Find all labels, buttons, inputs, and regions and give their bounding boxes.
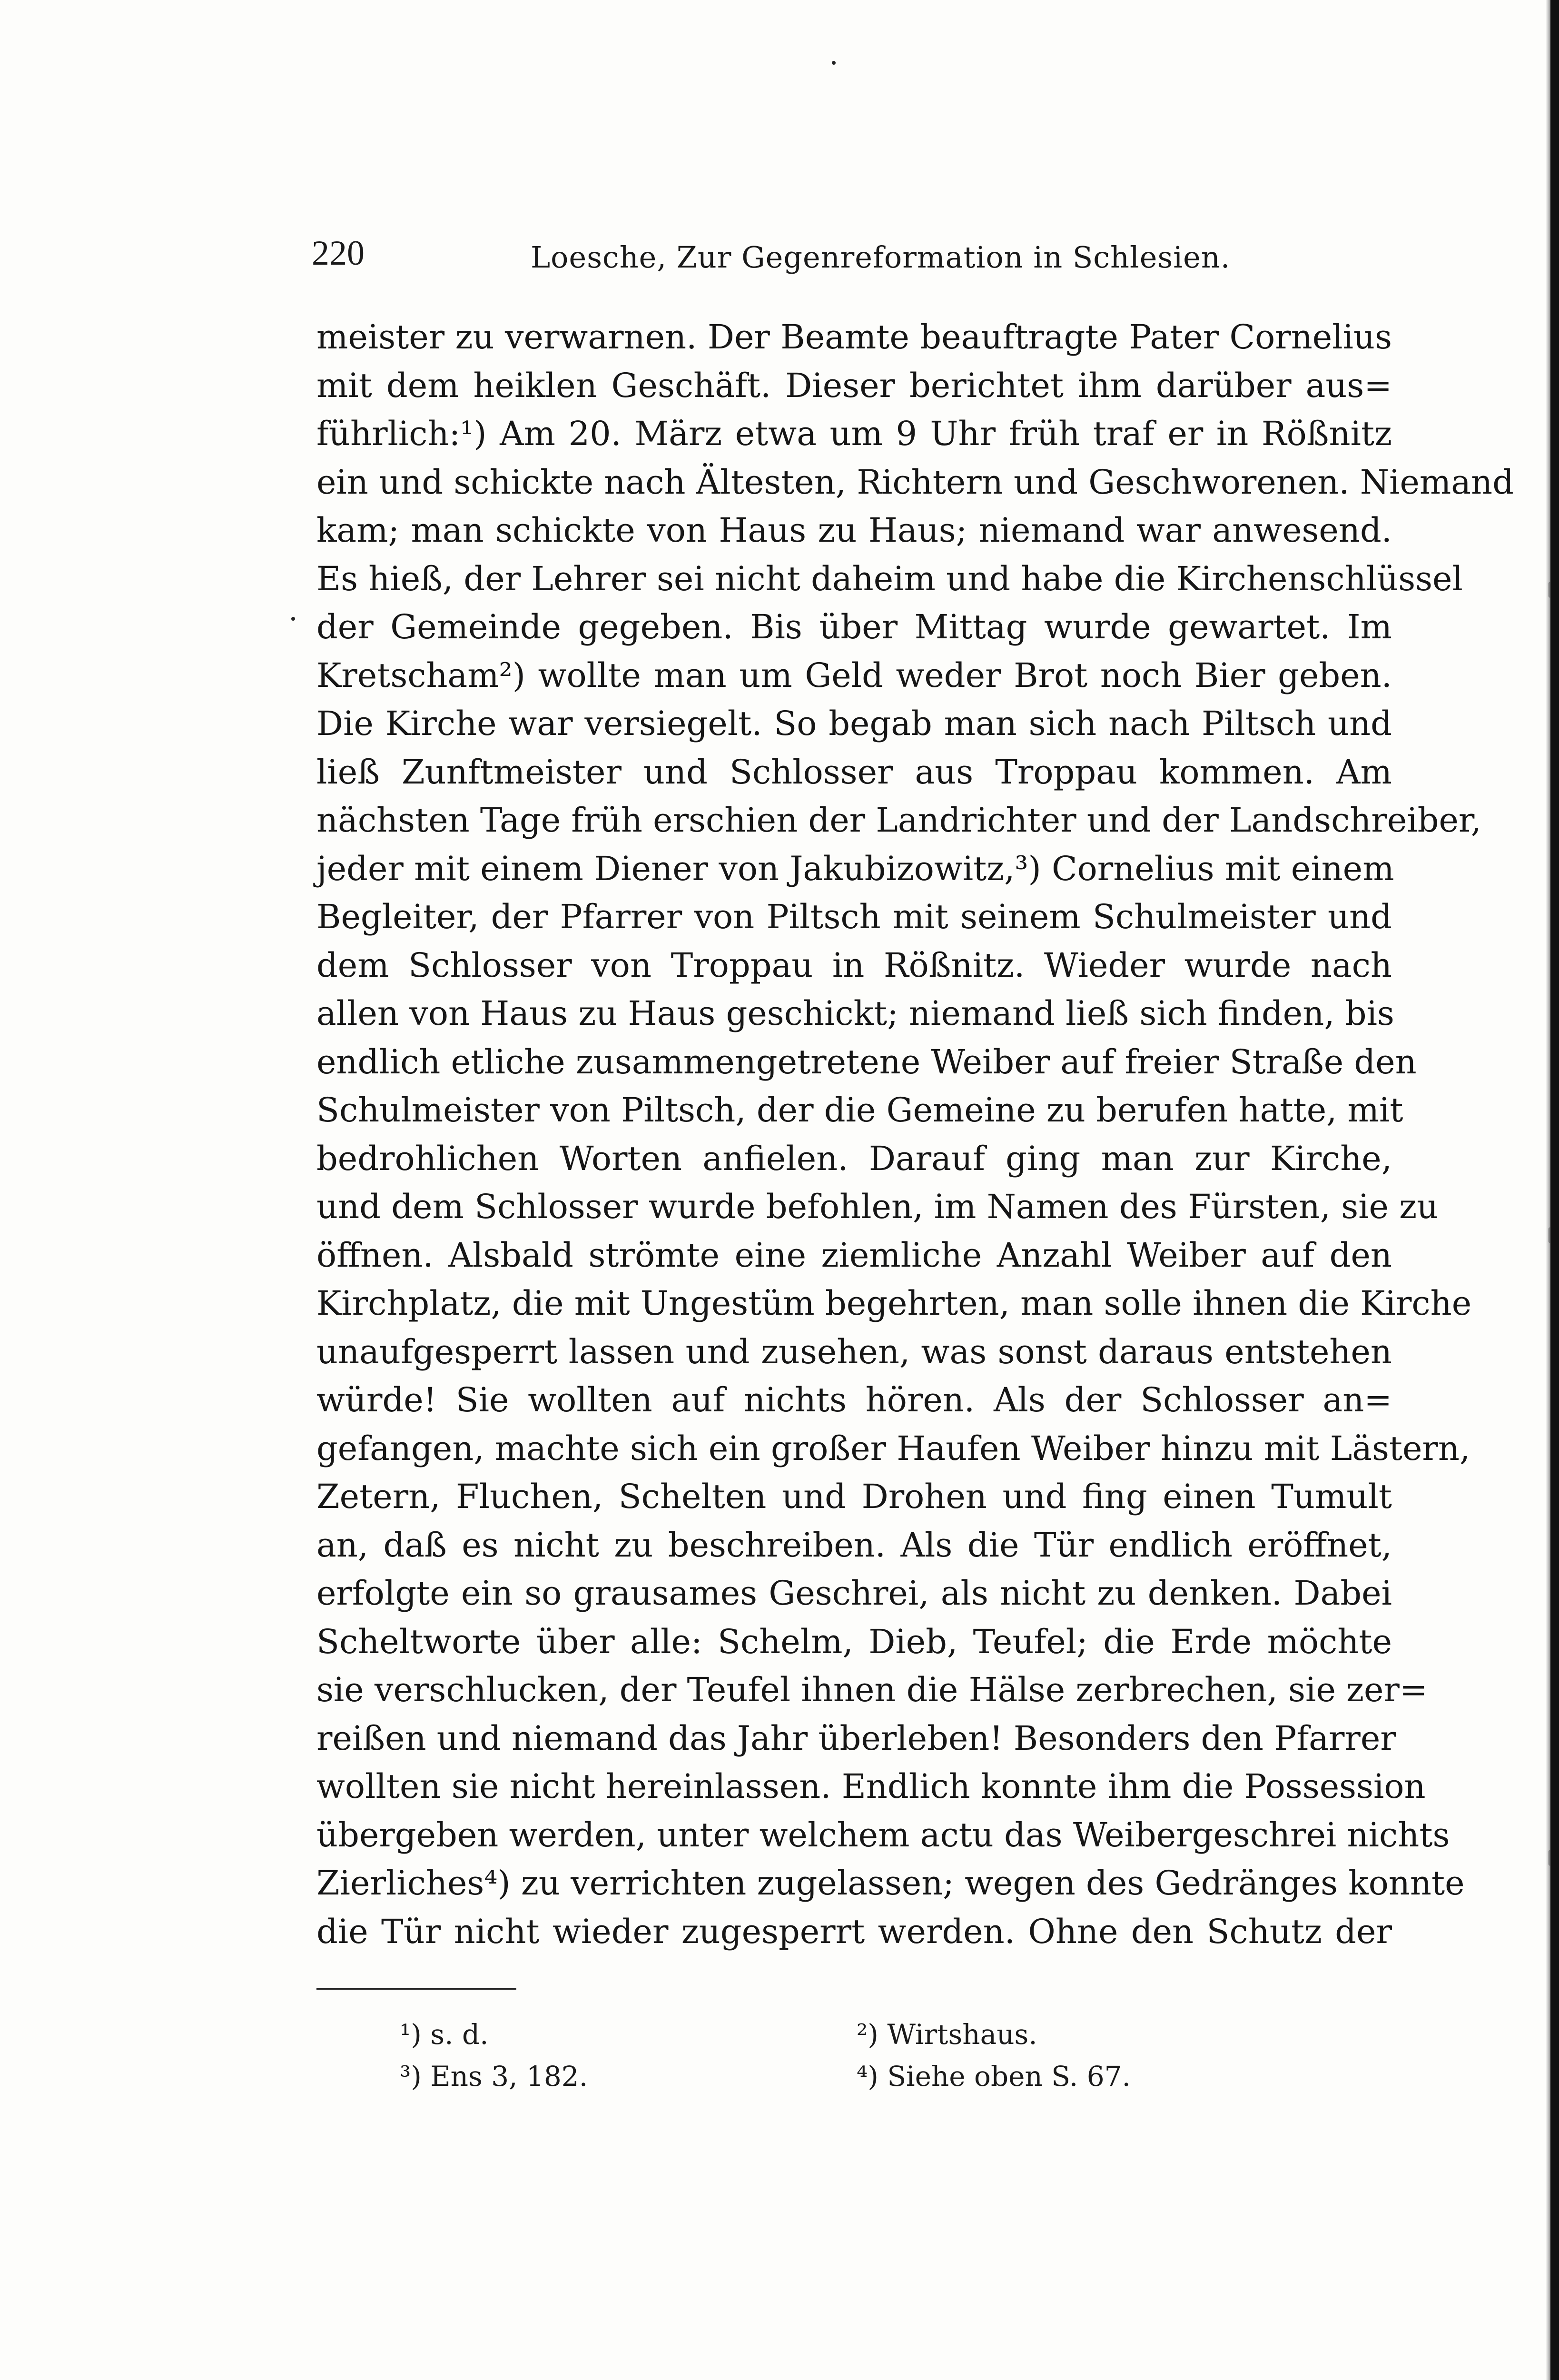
footnote-2: ²) Wirtshaus. <box>857 2018 1037 2051</box>
text-line: Zetern, Fluchen, Schelten und Drohen und fing einen Tumult <box>316 1477 1392 1516</box>
text-line: sie verschlucken, der Teufel ihnen die Hälse zerbrechen, sie zer= <box>316 1670 1428 1709</box>
text-line: führlich:¹) Am 20. März etwa um 9 Uhr früh traf er in Rößnitz <box>316 414 1392 453</box>
text-line: gefangen, machte sich ein großer Haufen Weiber hinzu mit Lästern, <box>316 1428 1470 1468</box>
text-line: an, daß es nicht zu beschreiben. Als die Tür endlich eröffnet, <box>316 1525 1392 1565</box>
page-header <box>312 233 1473 290</box>
text-line: wollten sie nicht hereinlassen. Endlich konnte ihm die Possession <box>316 1767 1426 1806</box>
scan-edge-shade <box>1546 0 1550 2380</box>
text-line: Schulmeister von Piltsch, der die Gemeine zu berufen hatte, mit <box>316 1091 1403 1130</box>
text-line: Scheltworte über alle: Schelm, Dieb, Teufel; die Erde möchte <box>316 1622 1392 1661</box>
text-line: kam; man schickte von Haus zu Haus; niemand war anwesend. <box>316 511 1392 550</box>
text-line: dem Schlosser von Troppau in Rößnitz. Wieder wurde nach <box>316 945 1392 985</box>
text-line: der Gemeinde gegeben. Bis über Mittag wurde gewartet. Im <box>316 607 1392 646</box>
text-line: Zierliches⁴) zu verrichten zugelassen; wegen des Gedränges konnte <box>316 1864 1465 1903</box>
text-line: jeder mit einem Diener von Jakubizowitz,³) Cornelius mit einem <box>316 849 1394 888</box>
text-line: ein und schickte nach Ältesten, Richtern und Geschworenen. Niemand <box>316 462 1514 502</box>
text-line: reißen und niemand das Jahr überleben! Besonders den Pfarrer <box>316 1718 1396 1758</box>
text-line: Kretscham²) wollte man um Geld weder Brot noch Bier geben. <box>316 655 1392 695</box>
footnote-3: ³) Ens 3, 182. <box>400 2060 588 2092</box>
text-line: Kirchplatz, die mit Ungestüm begehrten, man solle ihnen die Kirche <box>316 1284 1472 1323</box>
text-line: die Tür nicht wieder zugesperrt werden. Ohne den Schutz der <box>316 1912 1392 1951</box>
text-line: mit dem heiklen Geschäft. Dieser berichtet ihm darüber aus= <box>316 366 1392 405</box>
text-line: Es hieß, der Lehrer sei nicht daheim und habe die Kirchenschlüssel <box>316 559 1463 598</box>
body-text <box>316 313 1514 1956</box>
text-line: unaufgesperrt lassen und zusehen, was sonst daraus entstehen <box>316 1332 1392 1371</box>
running-head: Loesche, Zur Gegenreformation in Schlesien. <box>531 240 1231 275</box>
text-line: bedrohlichen Worten anfielen. Darauf ging man zur Kirche, <box>316 1139 1392 1178</box>
text-line: ließ Zunftmeister und Schlosser aus Troppau kommen. Am <box>316 752 1392 792</box>
text-line: öffnen. Alsbald strömte eine ziemliche Anzahl Weiber auf den <box>316 1235 1392 1275</box>
footnote-4: ⁴) Siehe oben S. 67. <box>857 2060 1131 2092</box>
scan-speck <box>291 617 295 621</box>
text-line: erfolgte ein so grausames Geschrei, als nicht zu denken. Dabei <box>316 1574 1392 1613</box>
footnote-rule <box>316 1988 516 1990</box>
page-number: 220 <box>312 234 365 273</box>
text-line: und dem Schlosser wurde befohlen, im Namen des Fürsten, sie zu <box>316 1187 1439 1226</box>
text-line: würde! Sie wollten auf nichts hören. Als der Schlosser an= <box>316 1380 1392 1419</box>
text-line: endlich etliche zusammengetretene Weiber auf freier Straße den <box>316 1042 1417 1081</box>
text-line: Begleiter, der Pfarrer von Piltsch mit seinem Schulmeister und <box>316 897 1392 936</box>
scan-speck <box>832 61 836 65</box>
text-line: Die Kirche war versiegelt. So begab man sich nach Piltsch und <box>316 704 1392 743</box>
text-line: meister zu verwarnen. Der Beamte beauftragte Pater Cornelius <box>316 317 1392 357</box>
text-line: allen von Haus zu Haus geschickt; niemand ließ sich finden, bis <box>316 994 1394 1033</box>
scan-edge-right <box>1550 0 1559 2380</box>
text-line: nächsten Tage früh erschien der Landrichter und der Landschreiber, <box>316 801 1481 840</box>
footnote-1: ¹) s. d. <box>400 2018 489 2051</box>
text-line: übergeben werden, unter welchem actu das Weibergeschrei nichts <box>316 1815 1450 1854</box>
